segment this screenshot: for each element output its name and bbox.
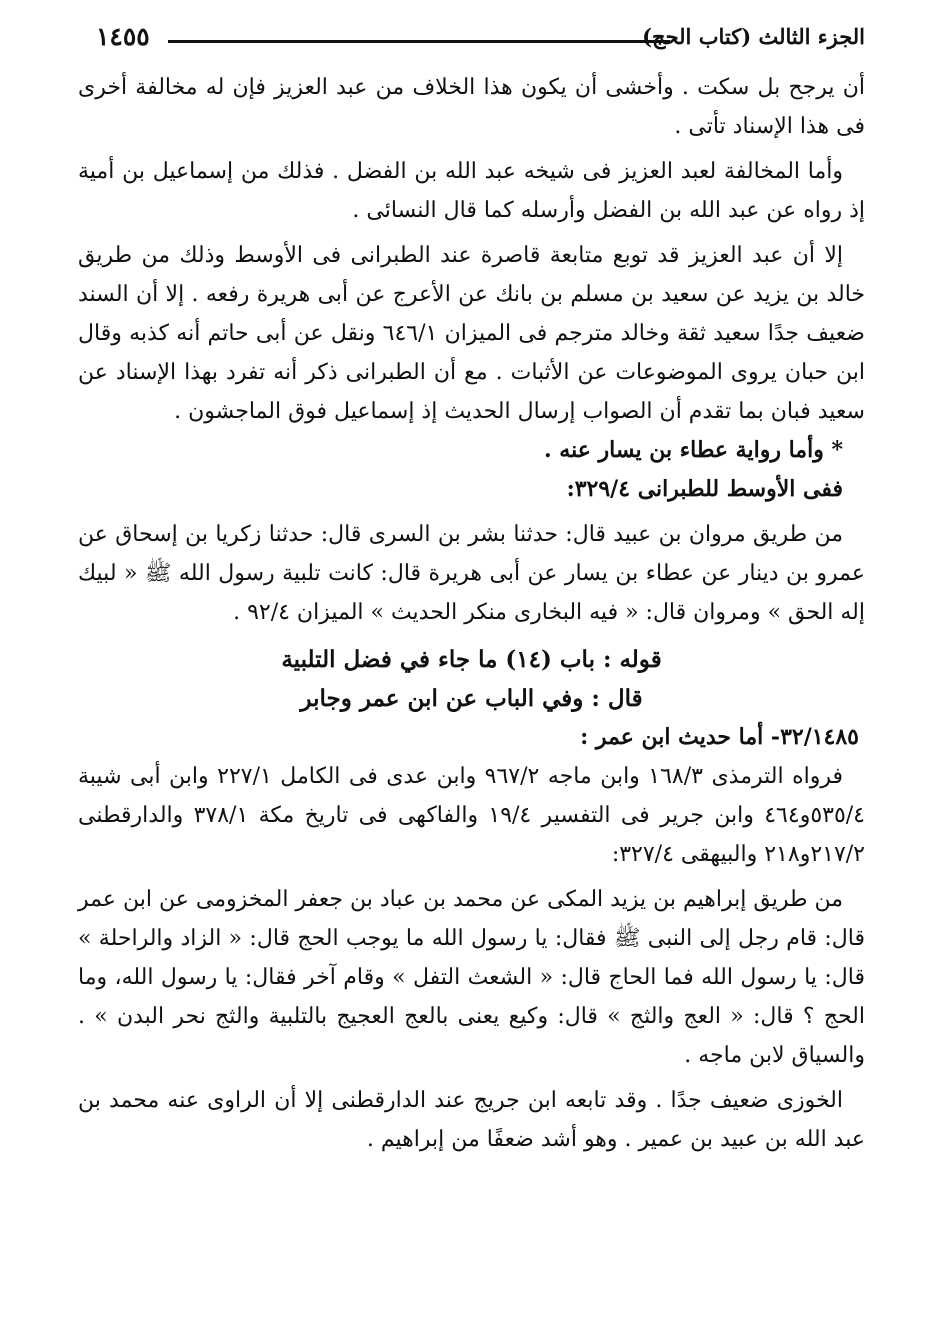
paragraph-2: وأما المخالفة لعبد العزيز فى شيخه عبد الله بن الفضل . فذلك من إسماعيل بن أمية إذ رواه عن عبد الله بن الفضل وأرسله كما قال النسائى . bbox=[78, 159, 865, 223]
paragraph-1: أن يرجح بل سكت . وأخشى أن يكون هذا الخلاف من عبد العزيز فإن له مخالفة أخرى فى هذا الإسناد تأتى . bbox=[78, 75, 865, 139]
paragraph-5: فرواه الترمذى ١٦٨/٣ وابن ماجه ٩٦٧/٢ وابن عدى فى الكامل ٢٢٧/١ وابن أبى شيبة ٥٣٥/٤و٤٦٤ وابن جرير فى التفسير ١٩/٤ والفاكهى فى تاريخ مكة ٣٧٨/١ والدارقطنى ٢١٧/٢و٢١٨ والبيهقى ٣٢٧/٤: bbox=[78, 764, 865, 867]
running-title: الجزء الثالث (كتاب الحج) bbox=[642, 24, 865, 49]
page-number: ١٤٥٥ bbox=[96, 22, 150, 51]
paragraph-7: الخوزى ضعيف جدًا . وقد تابعه ابن جريج عند الدارقطنى إلا أن الراوى عنه محمد بن عبد الله بن عبيد بن عمير . وهو أشد ضعفًا من إبراهيم . bbox=[78, 1088, 865, 1152]
chapter-subheading: قال : وفي الباب عن ابن عمر وجابر bbox=[300, 685, 643, 712]
paragraph-6: من طريق إبراهيم بن يزيد المكى عن محمد بن عباد بن جعفر المخزومى عن ابن عمر قال: قام رجل إلى النبى ﷺ فقال: يا رسول الله ما يوجب الحج قال: « الزاد والراحلة » قال: يا رسول الله فما الحاج قال: « الشعث التفل » وقام آخر فقال: يا رسول الله، وما الحج ؟ قال: « العج والثج » قال: وكيع يعنى بالعج العجيج بالتلبية والثج نحر البدن » . والسياق لابن ماجه . bbox=[78, 887, 865, 1068]
chapter-heading: قوله : باب (١٤) ما جاء في فضل التلبية bbox=[281, 646, 662, 673]
paragraph-4: من طريق مروان بن عبيد قال: حدثنا بشر بن السرى قال: حدثنا زكريا بن إسحاق عن عمرو بن دينار عن عطاء بن يسار عن أبى هريرة قال: كانت تلبية رسول الله ﷺ « لبيك إله الحق » ومروان قال: « فيه البخارى منكر الحديث » الميزان ٩٢/٤ . bbox=[78, 522, 865, 625]
page-body bbox=[78, 68, 865, 1159]
paragraph-3: إلا أن عبد العزيز قد توبع متابعة قاصرة عند الطبرانى فى الأوسط وذلك من طريق خالد بن يزيد عن سعيد بن مسلم بن بانك عن الأعرج عن أبى هريرة رفعه . إلا أن السند ضعيف جدًا سعيد ثقة وخالد مترجم فى الميزان ٦٤٦/١ ونقل عن أبى حاتم أنه كذبه وقال ابن حبان يروى الموضوعات عن الأثبات . مع أن الطبرانى ذكر أنه تفرد بهذا الإسناد عن سعيد فبان بما تقدم أن الصواب إرسال الحديث إذ إسماعيل فوق الماجشون . bbox=[78, 243, 865, 424]
ata-narration-heading: * وأما رواية عطاء بن يسار عنه . bbox=[543, 437, 843, 463]
page-header bbox=[96, 22, 865, 62]
header-rule bbox=[168, 40, 670, 43]
hadith-heading: ٣٢/١٤٨٥- أما حديث ابن عمر : bbox=[580, 724, 859, 750]
awsat-reference: ففى الأوسط للطبرانى ٣٢٩/٤: bbox=[566, 476, 843, 502]
